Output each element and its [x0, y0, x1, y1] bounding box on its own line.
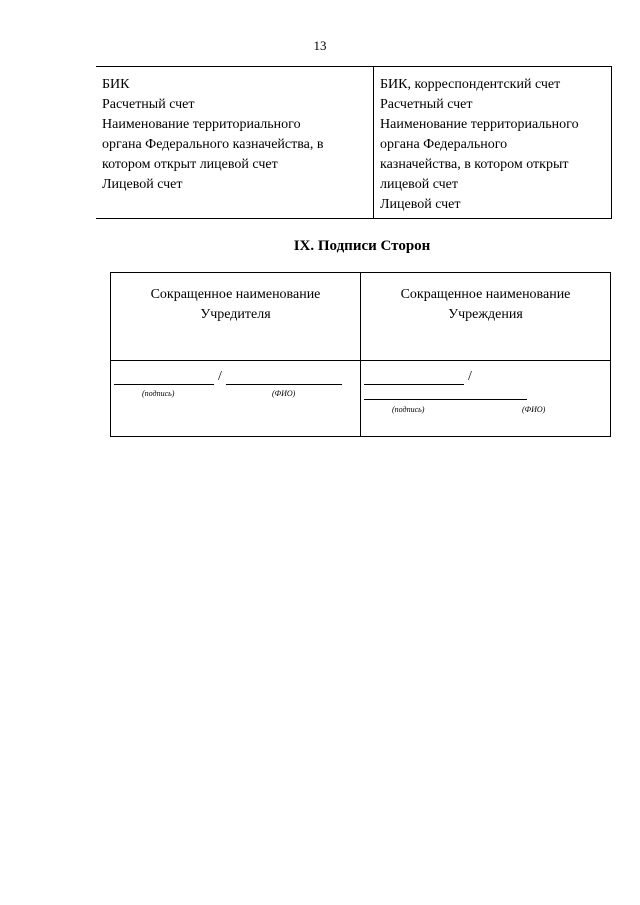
bank-detail-line: лицевой счет: [380, 177, 458, 192]
bank-detail-line: Расчетный счет: [380, 97, 473, 112]
name-caption: (ФИО): [272, 389, 296, 398]
section-title: IX. Подписи Сторон: [293, 238, 431, 254]
slash: /: [218, 369, 222, 384]
institution-name-cell: [361, 273, 611, 361]
name-line[interactable]: [226, 370, 342, 385]
header-line: Сокращенное наименование: [400, 287, 571, 302]
signatures-table: [110, 272, 611, 437]
founder-name-cell: [111, 273, 361, 361]
signature-caption: (подпись): [392, 405, 425, 414]
founder-bank-details: [96, 67, 374, 219]
bank-detail-line: Наименование территориального: [102, 117, 301, 132]
bank-detail-line: Наименование территориального: [380, 117, 579, 132]
slash: /: [468, 369, 472, 384]
header-line: Сокращенное наименование: [150, 287, 321, 302]
header-line: Учреждения: [448, 307, 523, 322]
name-line[interactable]: [364, 385, 527, 400]
signature-caption: (подпись): [142, 389, 175, 398]
bank-details-table: [96, 66, 612, 219]
name-caption: (ФИО): [522, 405, 546, 414]
header-line: Учредителя: [200, 307, 271, 322]
bank-detail-line: Лицевой счет: [380, 197, 461, 212]
signature-line[interactable]: [114, 370, 214, 385]
bank-detail-line: Расчетный счет: [102, 97, 195, 112]
institution-bank-details: [374, 67, 612, 219]
bank-detail-line: БИК, корреспондентский счет: [380, 77, 561, 92]
bank-detail-line: органа Федерального казначейства, в: [102, 137, 324, 152]
bank-detail-line: котором открыт лицевой счет: [102, 157, 278, 172]
signature-line[interactable]: [364, 370, 464, 385]
page-number: 13: [313, 38, 327, 53]
founder-signature-cell: [111, 361, 361, 437]
institution-signature-cell: [361, 361, 611, 437]
bank-detail-line: органа Федерального: [380, 137, 508, 152]
bank-detail-line: казначейства, в котором открыт: [380, 157, 569, 172]
bank-detail-line: БИК: [102, 77, 130, 92]
bank-detail-line: Лицевой счет: [102, 177, 183, 192]
